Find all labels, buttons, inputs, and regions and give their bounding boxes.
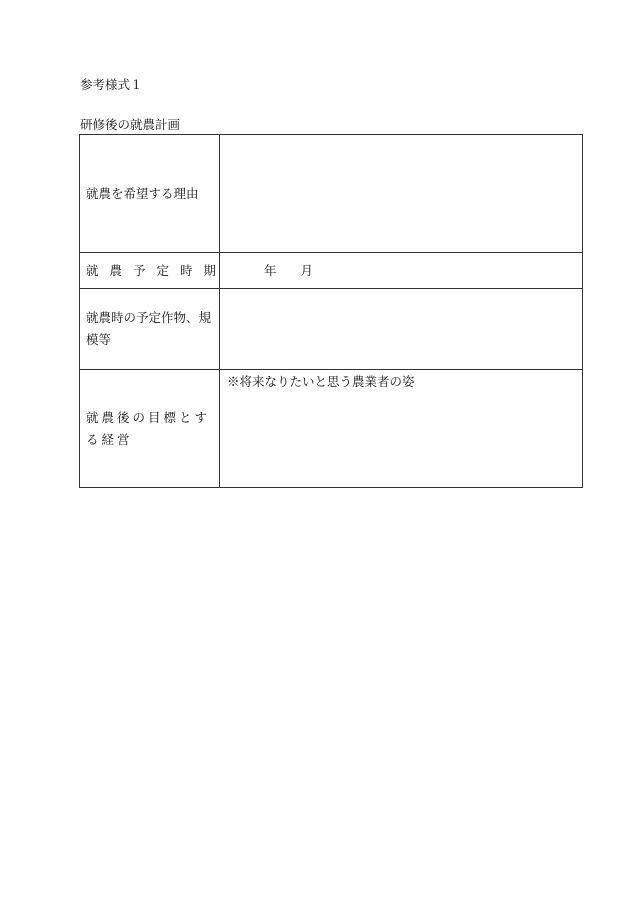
- management-goal-label: 就農後の目標とする経営: [80, 370, 220, 488]
- farming-plan-table: [79, 134, 583, 488]
- crops-scale-field[interactable]: [220, 289, 583, 370]
- month-label: 月: [300, 262, 314, 278]
- reason-field[interactable]: [220, 135, 583, 253]
- form-id: 参考様式１: [80, 77, 143, 92]
- table-row: [80, 370, 583, 488]
- table-row: [80, 253, 583, 289]
- management-goal-field[interactable]: [220, 370, 583, 488]
- form-title: 研修後の就農計画: [80, 117, 181, 132]
- reason-label: 就農を希望する理由: [80, 135, 220, 253]
- year-label: 年: [264, 262, 277, 278]
- table-row: [80, 135, 583, 253]
- management-goal-note: ※将来なりたいと思う農業者の姿: [227, 374, 415, 389]
- start-period-label-text: 就農予定時期: [86, 262, 228, 278]
- start-period-label: [80, 253, 228, 289]
- crops-scale-label: 就農時の予定作物、規模等: [80, 289, 220, 370]
- start-period-field[interactable]: [220, 253, 583, 289]
- date-wrap: [220, 253, 582, 288]
- table-row: [80, 289, 583, 370]
